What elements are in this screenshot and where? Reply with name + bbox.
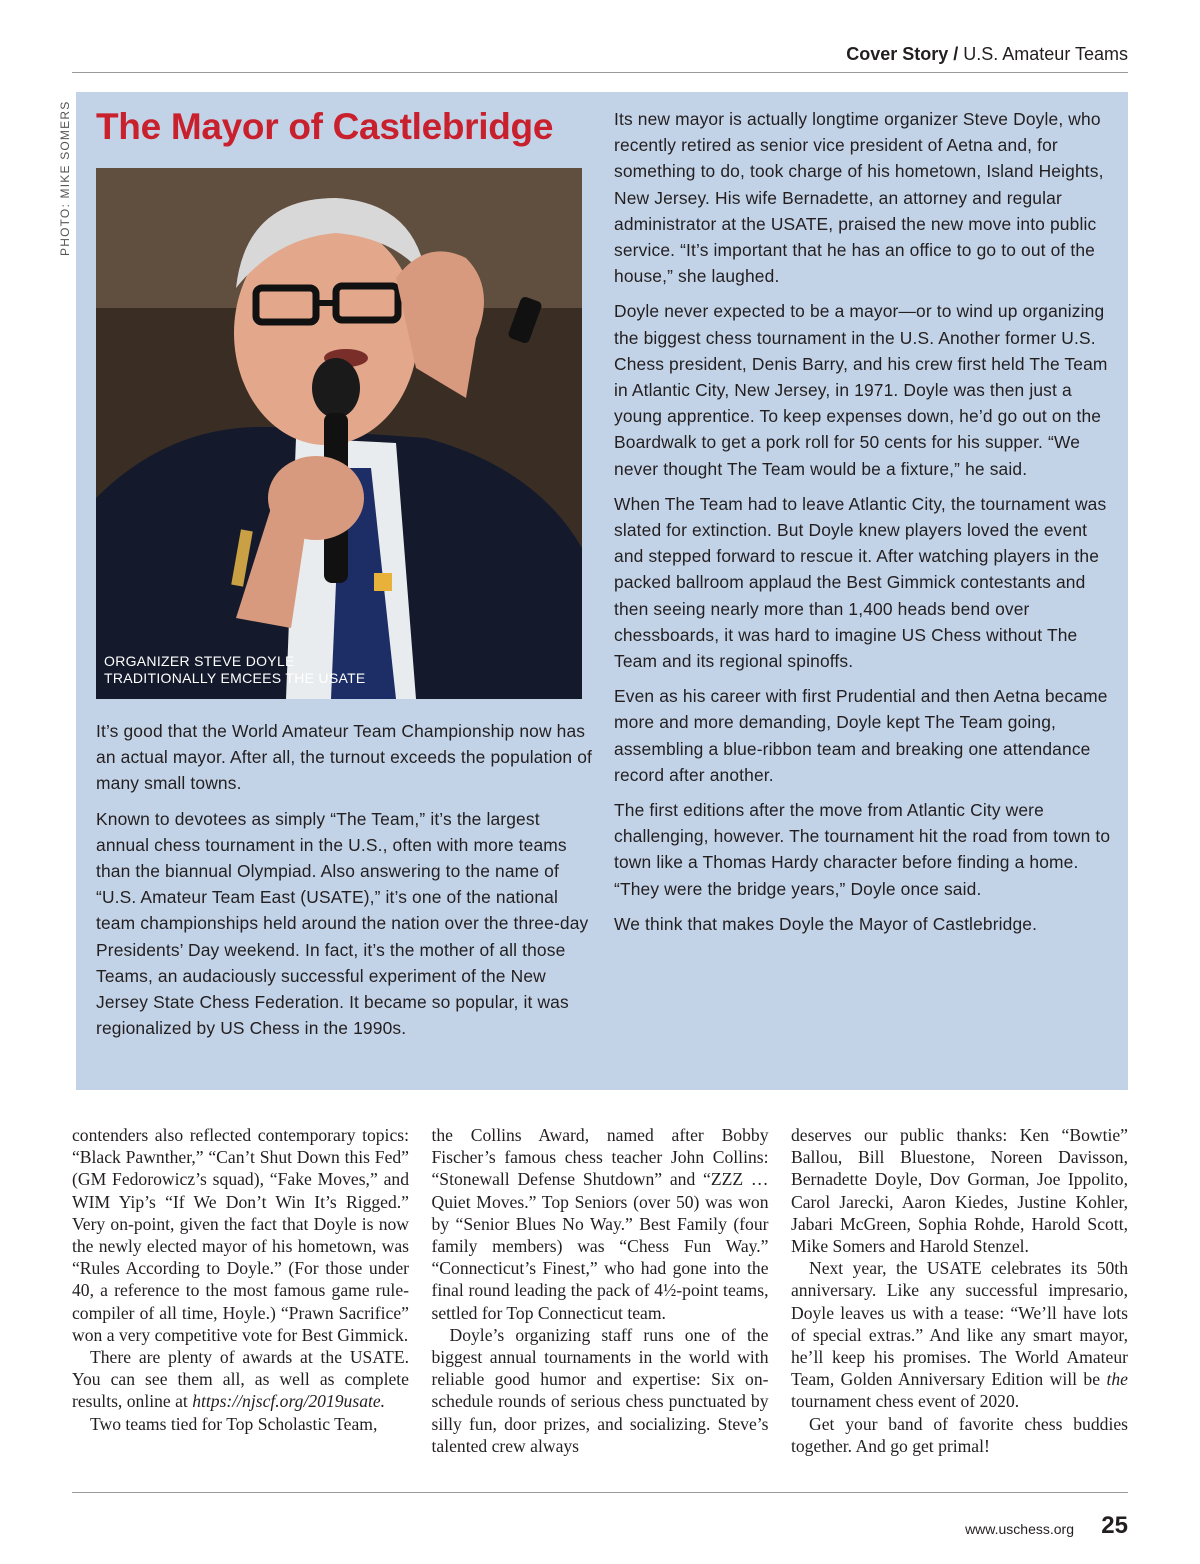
sidebar-right-column bbox=[614, 106, 1114, 946]
footer-url[interactable]: www.uschess.org bbox=[965, 1521, 1074, 1537]
header-separator: / bbox=[948, 44, 964, 64]
body-column-1 bbox=[72, 1124, 409, 1464]
body-paragraph: deserves our public thanks: Ken “Bowtie” Ballou, Bill Bluestone, Noreen Davisson, Bernadette Doyle, Dov Gorman, Joe Ippolito, Carol Jarecki, Aaron Kiedes, Justine Kohler, Jabari McGreen, Sophia Rohde, Harold Scott, Mike Somers and Harold Stenzel. bbox=[791, 1125, 1128, 1257]
sidebar-left-column bbox=[96, 718, 596, 1050]
body-paragraph: Get your band of favorite chess buddies together. And go get primal! bbox=[791, 1413, 1128, 1456]
photo-steve-doyle bbox=[96, 168, 582, 699]
caption-line-1: ORGANIZER STEVE DOYLE bbox=[104, 653, 295, 669]
header-section: Cover Story bbox=[846, 44, 949, 64]
photo-credit: PHOTO: MIKE SOMERS bbox=[58, 100, 72, 256]
body-paragraph: Two teams tied for Top Scholastic Team, bbox=[90, 1413, 378, 1434]
footer-rule bbox=[72, 1492, 1128, 1493]
body-text: There are plenty of awards at the USATE. You can see them all, as well as complete results, online at bbox=[72, 1347, 409, 1412]
page-number: 25 bbox=[1101, 1512, 1128, 1539]
body-column-3 bbox=[791, 1124, 1128, 1464]
sidebar-paragraph: Doyle never expected to be a mayor—or to wind up organizing the biggest chess tournament in the U.S. Another former U.S. Chess president, Denis Barry, and his crew first held The Team in Atlantic City, New Jersey, in 1971. Doyle was then just a young apprentice. To keep expenses down, he’d go out on the Boardwalk to get a pork roll for 50 cents for his supper. “We never thought The Team would be a fixture,” he said. bbox=[614, 301, 1108, 479]
sidebar-paragraph: The first editions after the move from Atlantic City were challenging, however. The tournament hit the road from town to town like a Thomas Hardy character before finding a home. “They were the bridge years,” Doyle once said. bbox=[614, 800, 1111, 899]
sidebar-paragraph: It’s good that the World Amateur Team Championship now has an actual mayor. After all, the turnout exceeds the population of many small towns. bbox=[96, 721, 593, 794]
running-header bbox=[846, 44, 1128, 65]
header-subsection: U.S. Amateur Teams bbox=[963, 44, 1128, 64]
sidebar-box bbox=[76, 92, 1128, 1090]
body-column-2 bbox=[432, 1124, 769, 1464]
body-text: tournament chess event of 2020. bbox=[791, 1391, 1020, 1412]
body-text: Next year, the USATE celebrates its 50th anniversary. Like any successful impresario, Doyle leaves us with a tease: “We’ll have lots of special extras.” And like any smart mayor, he’ll keep his promises. The World Amateur Team, Golden Anniversary Edition will be bbox=[791, 1258, 1128, 1390]
body-paragraph: Doyle’s organizing staff runs one of the biggest annual tournaments in the world with reliable good humor and expertise: Six on-schedule rounds of serious chess punctuated by silly fun, door prizes, and socializing. Steve’s talented crew always bbox=[431, 1324, 769, 1456]
results-link[interactable]: https://njscf.org/2019usate. bbox=[192, 1391, 386, 1412]
sidebar-title: The Mayor of Castlebridge bbox=[96, 106, 554, 147]
header-rule bbox=[72, 72, 1128, 73]
sidebar-paragraph: Known to devotees as simply “The Team,” it’s the largest annual chess tournament in the U.S., often with more teams than the biannual Olympiad. Also answering to the name of “U.S. Amateur Team East (USATE),” it’s one of the national team championships held around the nation over the three-day Presidents’ Day weekend. In fact, it’s the mother of all those Teams, an audaciously successful experiment of the New Jersey State Chess Federation. It became so popular, it was regionalized by US Chess in the 1990s. bbox=[96, 808, 589, 1039]
photo-caption bbox=[104, 653, 574, 687]
body-paragraph: contenders also reflected contemporary topics: “Black Pawnther,” “Can’t Shut Down this Fed” (GM Fedorowicz’s squad), “Fake Moves,” and WIM Yip’s “If We Don’t Win It’s Rigged.” Very on-point, given the fact that Doyle is now the newly elected mayor of his hometown, was “Rules According to Doyle.” (For those under 40, a reference to the most famous game rule-compiler of all time, Hoyle.) “Prawn Sacrifice” won a very competitive vote for Best Gimmick. bbox=[72, 1125, 409, 1345]
sidebar-paragraph: When The Team had to leave Atlantic City, the tournament was slated for extinction. But Doyle knew players loved the event and stepped forward to rescue it. After watching players in the packed ballroom applaud the Best Gimmick contestants and then seeing nearly more than 1,400 heads bend over chessboards, it was hard to imagine US Chess without The Team and its regional spinoffs. bbox=[614, 493, 1107, 672]
emphasis-text: the bbox=[1106, 1369, 1128, 1390]
body-paragraph bbox=[791, 1257, 1128, 1412]
sidebar-paragraph: We think that makes Doyle the Mayor of Castlebridge. bbox=[614, 913, 1038, 934]
sidebar-paragraph: Even as his career with first Prudential and then Aetna became more and more demanding, Doyle kept The Team going, assembling a blue-ribbon team and breaking one attendance record after another. bbox=[614, 686, 1108, 785]
article-body bbox=[72, 1124, 1128, 1464]
sidebar-paragraph: Its new mayor is actually longtime organizer Steve Doyle, who recently retired as senior vice president of Aetna and, for something to do, took charge of his hometown, Island Heights, New Jersey. His wife Bernadette, an attorney and regular administrator at the USATE, praised the new move into public service. “It’s important that he has an office to go to out of the house,” she laughed. bbox=[614, 109, 1104, 287]
photo-illustration bbox=[96, 168, 582, 699]
caption-line-2: TRADITIONALLY EMCEES THE USATE bbox=[104, 670, 366, 686]
body-paragraph bbox=[72, 1346, 409, 1413]
body-paragraph: the Collins Award, named after Bobby Fischer’s famous chess teacher John Collins: “Stonewall Defense Shutdown” and “ZZZ … Quiet Moves.” Top Seniors (over 50) was won by “Senior Blues No Way.” Best Family (four family members) was “Chess Fun Way.” “Connecticut’s Finest,” who had gone into the final round leading the pack of 4½-point teams, settled for Top Connecticut team. bbox=[431, 1125, 769, 1323]
